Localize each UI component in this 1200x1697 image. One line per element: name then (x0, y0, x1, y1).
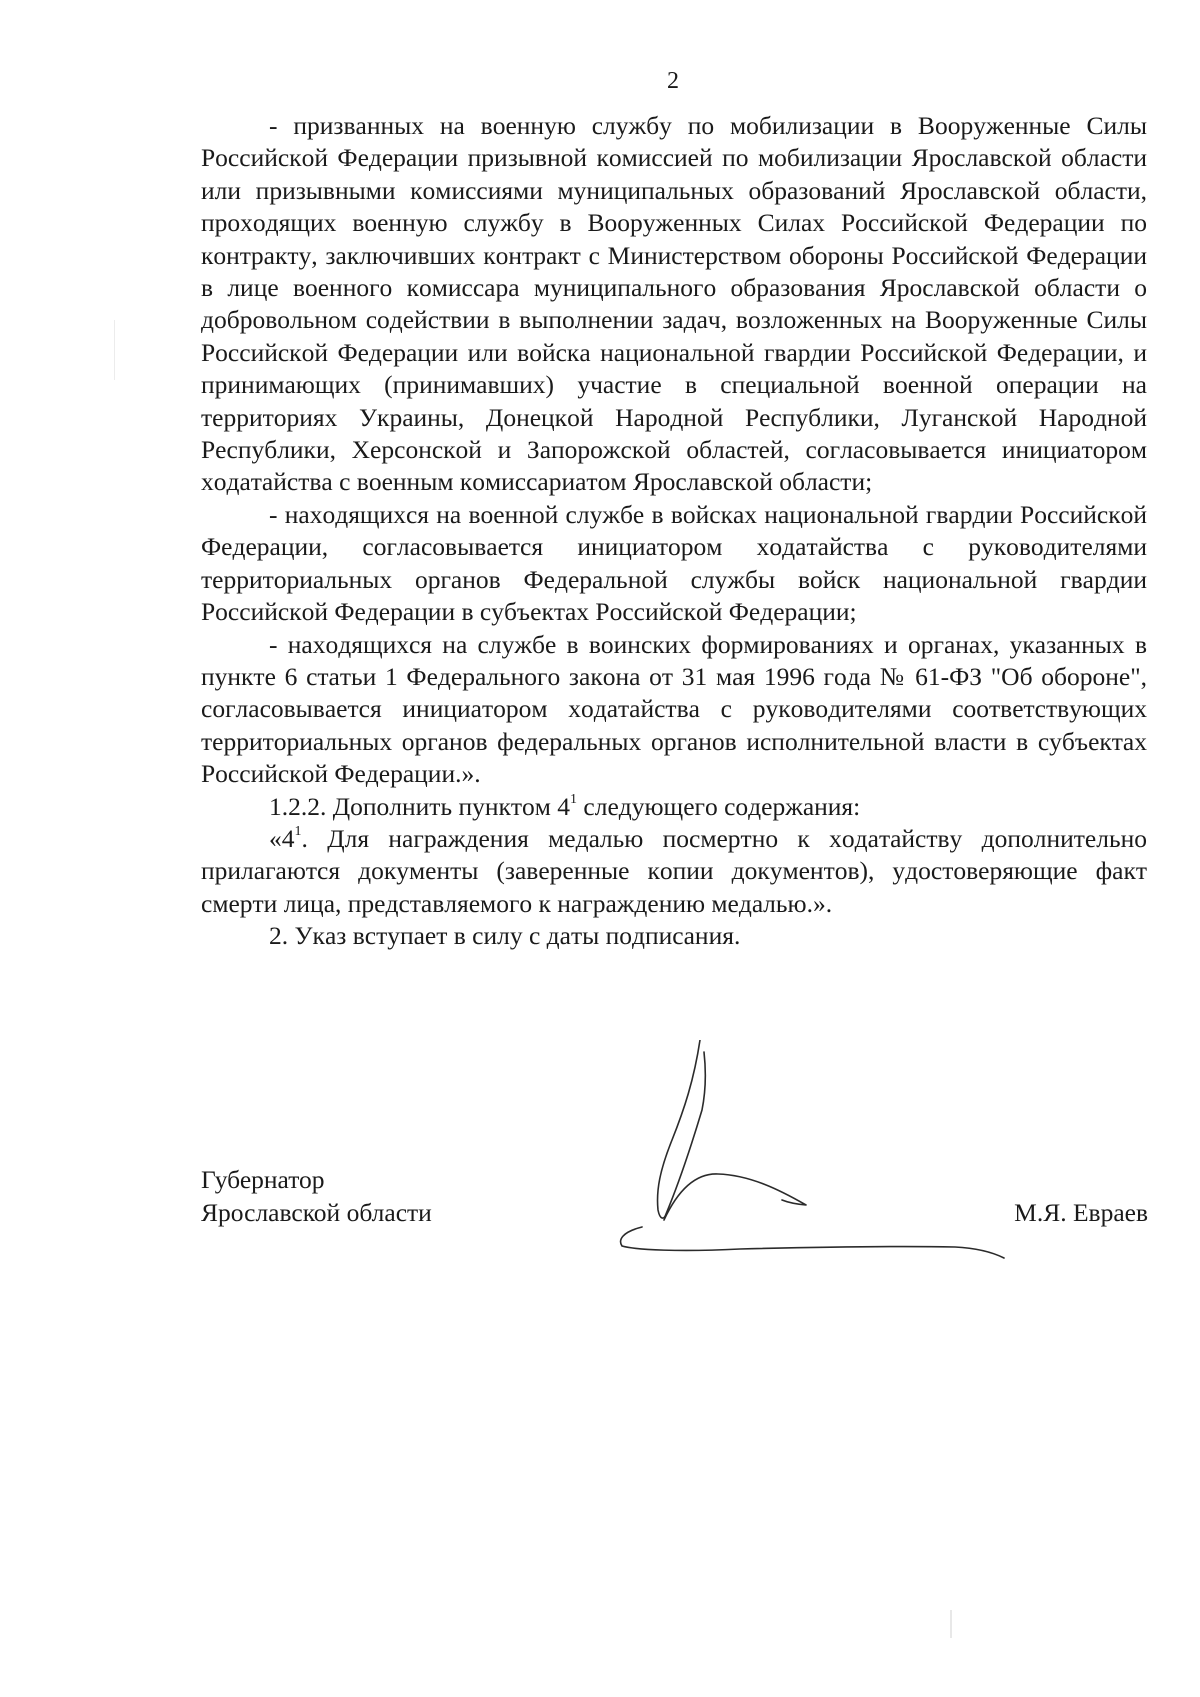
signatory-title-line-1: Губернатор (201, 1165, 325, 1194)
signature-stroke-underline (621, 1227, 1004, 1258)
scan-margin-mark (114, 320, 115, 380)
amendment-text-start: 1.2.2. Дополнить пунктом 4 (269, 791, 571, 821)
handwritten-signature (600, 1040, 1080, 1290)
amendment-text-end: следующего содержания: (577, 791, 861, 821)
signatory-title (201, 1163, 432, 1229)
signatory-name: М.Я. Евраев (1014, 1198, 1148, 1227)
superscript-marker: 1 (570, 791, 578, 807)
paragraph-effective-date: 2. Указ вступает в силу с даты подписания. (269, 921, 741, 951)
clause-text-end: . Для награждения медалью посмертно к ходатайству дополнительно прилагаются документы (заверенные копии документов), удостоверяющие факт смерти лица, представляемого к награждению медалью.». (201, 823, 1147, 918)
page-number: 2 (667, 68, 679, 94)
signature-stroke-hook (664, 1174, 806, 1220)
paragraph-military-formations: - находящихся на службе в воинских формированиях и органах, указанных в пункте 6 статьи 1 Федерального закона от 31 мая 1996 года № 61-ФЗ "Об обороне", согласовывается инициатором ходатайства с руководителями соответствующих территориальных органов федеральных органов исполнительной власти в субъектах Российской Федерации.». (201, 629, 1147, 789)
document-body (201, 110, 1147, 953)
clause-text-start: «4 (269, 823, 295, 853)
paragraph-mobilized: - призванных на военную службу по мобилизации в Вооруженные Силы Российской Федерации призывной комиссией по мобилизации Ярославской области или призывными комиссиями муниципальных образований Ярославской области, проходящих военную службу в Вооруженных Силах Российской Федерации по контракту, заключивших контракт с Министерством обороны Российской Федерации в лице военного комиссара муниципального образования Ярославской области о добровольном содействии в выполнении задач, возложенных на Вооруженные Силы Российской Федерации или войска национальной гвардии Российской Федерации, и принимающих (принимавших) участие в специальной военной операции на территориях Украины, Донецкой Народной Республики, Луганской Народной Республики, Херсонской и Запорожской областей, согласовывается инициатором ходатайства с военным комиссариатом Ярославской области; (201, 111, 1147, 497)
superscript-marker: 1 (294, 823, 302, 839)
paragraph-national-guard: - находящихся на военной службе в войсках национальной гвардии Российской Федерации, согласовывается инициатором ходатайства с руководителями территориальных органов Федеральной службы войск национальной гвардии Российской Федерации в субъектах Российской Федерации; (201, 499, 1147, 627)
scan-corner-mark (950, 1610, 952, 1638)
paragraph-clause-4-1 (201, 823, 1147, 920)
signatory-title-line-2: Ярославской области (201, 1198, 432, 1227)
paragraph-amendment-1-2-2 (201, 791, 1147, 823)
